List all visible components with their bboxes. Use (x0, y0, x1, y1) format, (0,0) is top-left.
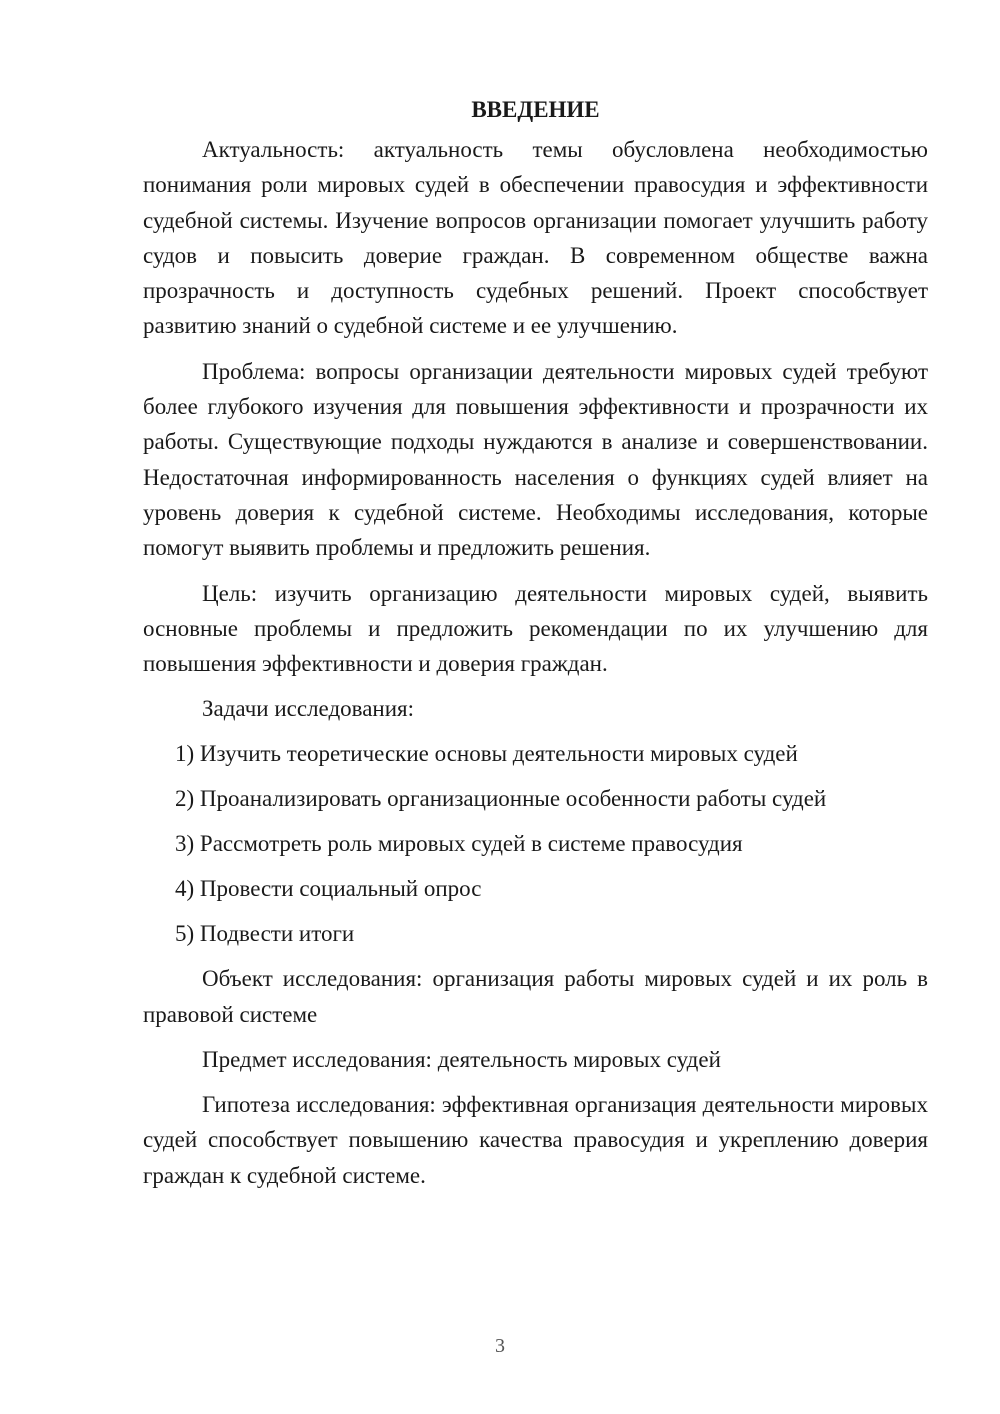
task-item: 3) Рассмотреть роль мировых судей в системе правосудия (175, 831, 743, 857)
subject-paragraph: Предмет исследования: деятельность мировых судей (202, 1047, 721, 1073)
goal-paragraph: Цель: изучить организацию деятельности мировых судей, выявить основные проблемы и предложить рекомендации по их улучшению для повышения эффективности и доверия граждан. (143, 580, 928, 677)
problem-paragraph: Проблема: вопросы организации деятельности мировых судей требуют более глубокого изучения для повышения эффективности и прозрачности их работы. Существующие подходы нуждаются в анализе и совершенствовании. Недостаточная информированность населения о функциях судей влияет на уровень доверия к судебной системе. Необходимы исследования, которые помогут выявить проблемы и предложить решения. (143, 358, 928, 561)
task-item: 2) Проанализировать организационные особенности работы судей (175, 786, 827, 812)
object-paragraph: Объект исследования: организация работы мировых судей и их роль в правовой системе (143, 966, 928, 1027)
page-number: 3 (495, 1335, 505, 1357)
tasks-label: Задачи исследования: (202, 696, 415, 722)
task-item: 4) Провести социальный опрос (175, 876, 482, 902)
section-heading: ВВЕДЕНИЕ (471, 97, 600, 122)
task-item: 5) Подвести итоги (175, 921, 355, 947)
hypothesis-paragraph: Гипотеза исследования: эффективная организация деятельности мировых судей способствует повышению качества правосудия и укреплению доверия граждан к судебной системе. (143, 1092, 928, 1188)
relevance-paragraph: Актуальность: актуальность темы обусловлена необходимостью понимания роли мировых судей в обеспечении правосудия и эффективности судебной системы. Изучение вопросов организации помогает улучшить работу судов и повысить доверие граждан. В современном обществе важна прозрачность и доступность судебных решений. Проект способствует развитию знаний о судебной системе и ее улучшению. (143, 137, 928, 339)
task-item: 1) Изучить теоретические основы деятельности мировых судей (175, 741, 798, 767)
page-content (143, 92, 928, 1203)
tasks-list (143, 736, 928, 951)
